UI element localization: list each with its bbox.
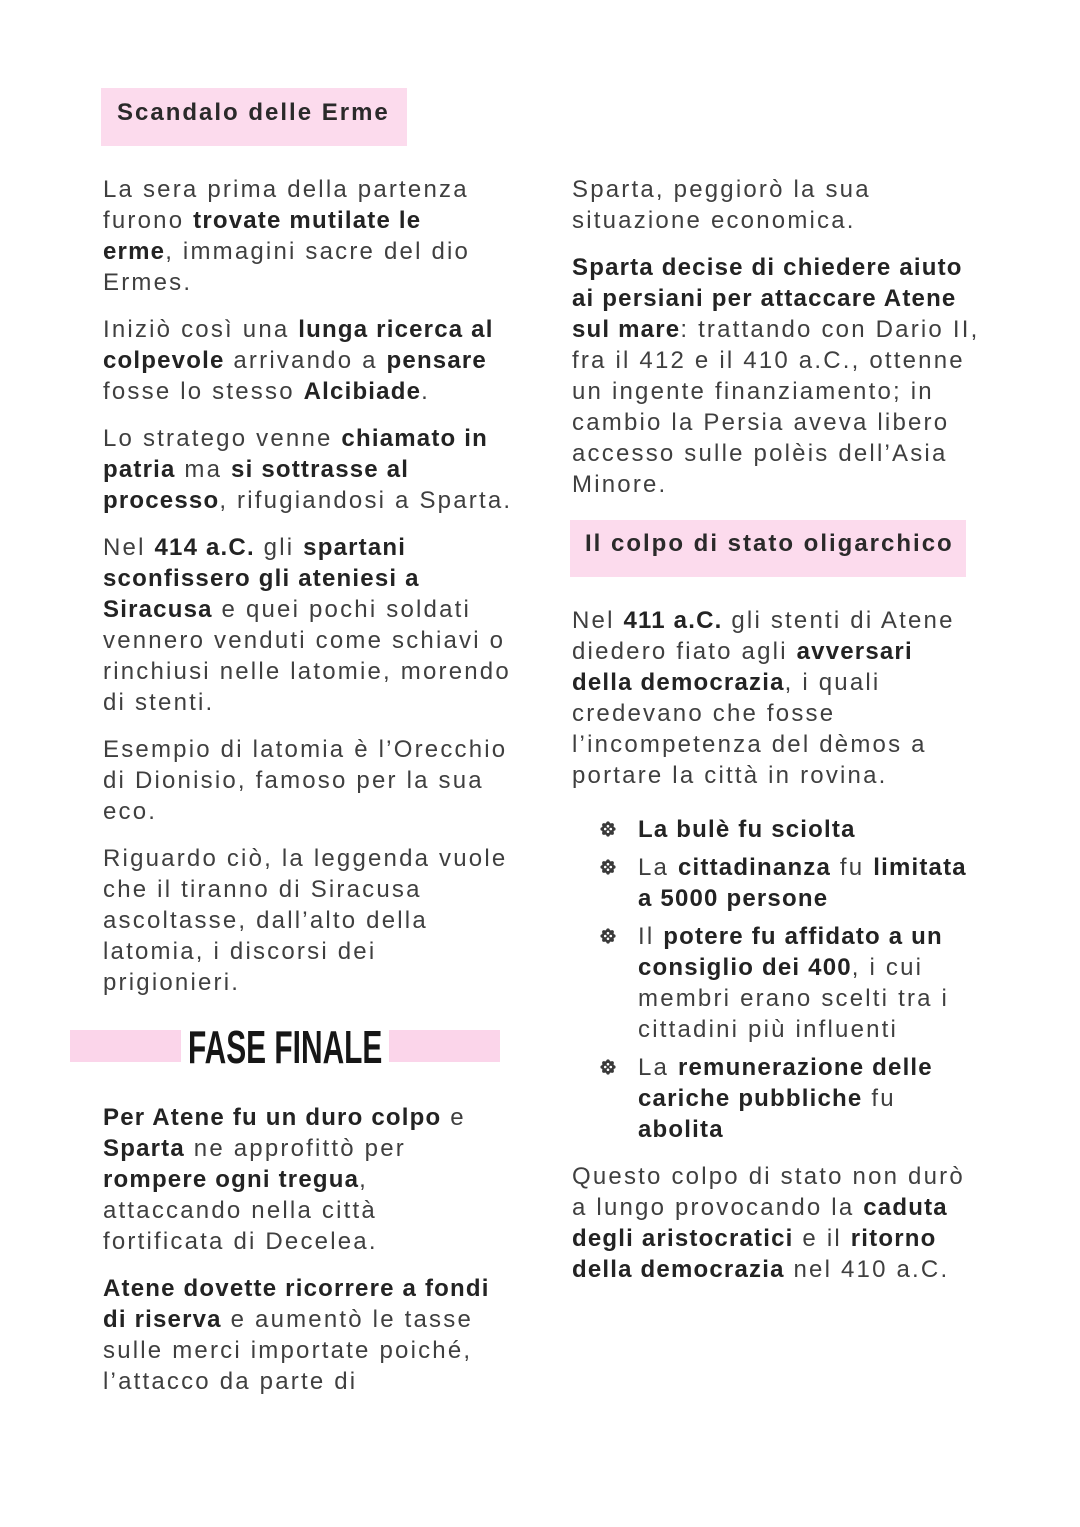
bold-text: trovate mutilate le [193,207,422,234]
text-line [103,1195,543,1226]
text-line [103,1164,543,1195]
right-column-bottom-text [572,605,1012,1301]
text-line [572,1161,1012,1192]
text-line [103,314,543,345]
regular-text: di Dionisio, famoso per la sua [103,767,484,794]
intro-paragraph-block [572,605,1012,791]
text-line [638,952,1012,983]
text-line [638,883,1012,914]
bold-text: abolita [638,1116,724,1143]
text-line [103,267,543,298]
bold-text: 411 a.C. [623,607,723,634]
paragraph [103,532,543,718]
bold-text: Alcibiade [303,378,422,405]
regular-text: situazione economica. [572,207,856,234]
text-line [103,563,543,594]
text-line [572,1254,1012,1285]
regular-text: nel 410 a.C. [784,1256,950,1283]
regular-text: ne approfittò per [184,1135,406,1162]
text-line [572,174,1012,205]
regular-text: eco. [103,798,158,825]
regular-text: . [421,378,430,405]
paragraph [572,605,1012,791]
bold-text: Sparta [103,1135,185,1162]
left-column-bottom-text [103,1102,543,1413]
bold-text: 414 a.C. [154,534,255,561]
text-line [572,636,1012,667]
text-line [103,454,543,485]
text-line [103,345,543,376]
regular-text: , i quali [784,669,881,696]
right-column-top-text [572,174,1012,516]
text-line [103,1226,543,1257]
section-heading-scandalo: Scandalo delle Erme [117,99,390,126]
bold-text: Sparta decise di chiedere aiuto [572,254,963,281]
regular-text: , i cui [851,954,924,981]
text-line [103,1102,543,1133]
regular-text: sulle merci importate poiché, [103,1337,473,1364]
regular-text: a lungo provocando la [572,1194,864,1221]
list-item [572,1052,1012,1145]
bold-text: erme [103,238,166,265]
flower-bullet-icon [600,821,616,837]
bold-text: cittadinanza [677,854,832,881]
regular-text: fu [862,1085,896,1112]
text-line [572,438,1012,469]
bold-text: lunga ricerca al [298,316,494,343]
regular-text: cambio la Persia aveva libero [572,409,950,436]
bold-text: Atene dovette ricorrere a fondi [103,1275,490,1302]
section-title-fase-finale: FASE FINALE [188,1021,383,1073]
paragraph [572,1161,1012,1285]
text-line [103,594,543,625]
paragraph [103,734,543,827]
text-line [572,1192,1012,1223]
text-line [572,252,1012,283]
regular-text: rinchiusi nelle latomie, morendo [103,658,511,685]
bold-text: limitata [873,854,967,881]
regular-text: : trattando con Dario II, [680,316,980,343]
bold-text: pensare [386,347,487,374]
regular-text: Esempio di latomia è l’Orecchio [103,736,508,763]
regular-text: portare la città in rovina. [572,762,888,789]
regular-text: La sera prima della partenza [103,176,469,203]
bold-text: della democrazia [572,1256,785,1283]
text-line [638,814,1012,845]
bold-text: avversari [796,638,913,665]
list-item [572,814,1012,845]
regular-text: La [638,854,678,881]
text-line [638,1083,1012,1114]
bold-text: sconfissero gli ateniesi a [103,565,420,592]
regular-text: Sparta, peggiorò la sua [572,176,871,203]
text-line [103,843,543,874]
regular-text: Ermes. [103,269,193,296]
paragraph [103,314,543,407]
regular-text: Lo stratego venne [103,425,342,452]
text-line [572,205,1012,236]
text-line [572,1223,1012,1254]
regular-text: l’incompetenza del dèmos a [572,731,927,758]
text-line [103,423,543,454]
regular-text: diedero fiato agli [572,638,797,665]
bold-text: ai persiani per attaccare Atene [572,285,957,312]
list-item [572,852,1012,914]
regular-text: e aumentò le tasse [221,1306,473,1333]
regular-text: Minore. [572,471,668,498]
bold-text: cariche pubbliche [638,1085,863,1112]
text-line [103,796,543,827]
paragraph [572,174,1012,236]
regular-text: e quei pochi soldati [212,596,472,623]
left-column-top-text [103,174,543,1014]
text-line [638,1052,1012,1083]
text-line [103,656,543,687]
regular-text: furono [103,207,194,234]
bold-text: a 5000 persone [638,885,829,912]
paragraph [103,843,543,998]
bold-text: Siracusa [103,596,213,623]
bold-text: potere fu affidato a un [663,923,943,950]
text-line [103,967,543,998]
regular-text: ascoltasse, dall’alto della [103,907,428,934]
text-line [103,874,543,905]
regular-text: , [359,1166,369,1193]
bold-text: si sottrasse al [231,456,410,483]
paragraph [103,1273,543,1397]
text-line [103,485,543,516]
regular-text: l’attacco da parte di [103,1368,358,1395]
section-heading-box [570,520,966,577]
text-line [572,605,1012,636]
text-line [103,1366,543,1397]
regular-text: credevano che fosse [572,700,836,727]
text-line [572,283,1012,314]
flower-bullet-icon [600,1059,616,1075]
text-line [103,376,543,407]
text-line [572,376,1012,407]
text-line [572,407,1012,438]
regular-text: un ingente finanziamento; in [572,378,934,405]
text-line [103,1133,543,1164]
paragraph [103,174,543,298]
bold-text: della democrazia [572,669,785,696]
text-line [638,921,1012,952]
bold-text: spartani [303,534,407,561]
regular-text: fosse lo stesso [103,378,304,405]
bold-text: remunerazione delle [677,1054,933,1081]
regular-text: fortificata di Decelea. [103,1228,378,1255]
regular-text: ma [175,456,232,483]
bold-text: rompere ogni tregua [103,1166,360,1193]
bold-text: chiamato in [341,425,488,452]
text-line [638,1014,1012,1045]
regular-text: Nel [103,534,155,561]
regular-text: gli [254,534,304,561]
regular-text: La [638,1054,678,1081]
regular-text: accesso sulle polèis dell’Asia [572,440,948,467]
paragraph [103,1102,543,1257]
bold-text: La bulè fu sciolta [638,816,856,843]
section-title-box [181,1021,389,1073]
bold-text: colpevole [103,347,225,374]
regular-text: e [441,1104,466,1131]
text-line [103,687,543,718]
list-item [572,921,1012,1045]
bullet-list [572,814,1012,1145]
flower-bullet-icon [600,859,616,875]
text-line [103,905,543,936]
regular-text: gli stenti di Atene [722,607,955,634]
text-line [103,532,543,563]
text-line [638,983,1012,1014]
text-line [103,236,543,267]
flower-bullet-icon [600,928,616,944]
regular-text: attaccando nella città [103,1197,377,1224]
regular-text: fra il 412 e il 410 a.C., ottenne [572,347,965,374]
text-line [103,936,543,967]
paragraph [103,423,543,516]
bold-text: Per Atene fu un duro colpo [103,1104,442,1131]
bold-text: patria [103,456,176,483]
text-line [638,852,1012,883]
regular-text: membri erano scelti tra i [638,985,950,1012]
text-line [103,1273,543,1304]
text-line [572,314,1012,345]
text-line [572,760,1012,791]
text-line [103,1335,543,1366]
bold-text: processo [103,487,220,514]
regular-text: Riguardo ciò, la leggenda vuole [103,845,508,872]
regular-text: Il [638,923,664,950]
regular-text: fu [831,854,874,881]
bold-text: consiglio dei 400 [638,954,852,981]
text-line [572,698,1012,729]
bold-text: sul mare [572,316,681,343]
regular-text: cittadini più influenti [638,1016,899,1043]
text-line [103,625,543,656]
regular-text: che il tiranno di Siracusa [103,876,422,903]
bold-text: di riserva [103,1306,222,1333]
regular-text: Questo colpo di stato non durò [572,1163,965,1190]
text-line [572,469,1012,500]
regular-text: e il [793,1225,851,1252]
text-line [103,1304,543,1335]
regular-text: arrivando a [224,347,387,374]
bold-text: degli aristocratici [572,1225,794,1252]
regular-text: , immagini sacre del dio [165,238,471,265]
text-line [572,729,1012,760]
regular-text: Iniziò così una [103,316,299,343]
closing-paragraph-block [572,1161,1012,1285]
text-line [103,205,543,236]
text-line [103,174,543,205]
section-heading-box [101,88,407,146]
regular-text: , rifugiandosi a Sparta. [219,487,513,514]
text-line [572,345,1012,376]
regular-text: prigionieri. [103,969,241,996]
bold-text: caduta [863,1194,948,1221]
section-heading-colpo-di-stato: Il colpo di stato oligarchico [585,530,954,557]
paragraph [572,252,1012,500]
regular-text: Nel [572,607,624,634]
text-line [638,1114,1012,1145]
text-line [572,667,1012,698]
regular-text: latomia, i discorsi dei [103,938,377,965]
regular-text: vennero venduti come schiavi o [103,627,506,654]
regular-text: di stenti. [103,689,215,716]
text-line [103,734,543,765]
text-line [103,765,543,796]
bold-text: ritorno [850,1225,937,1252]
